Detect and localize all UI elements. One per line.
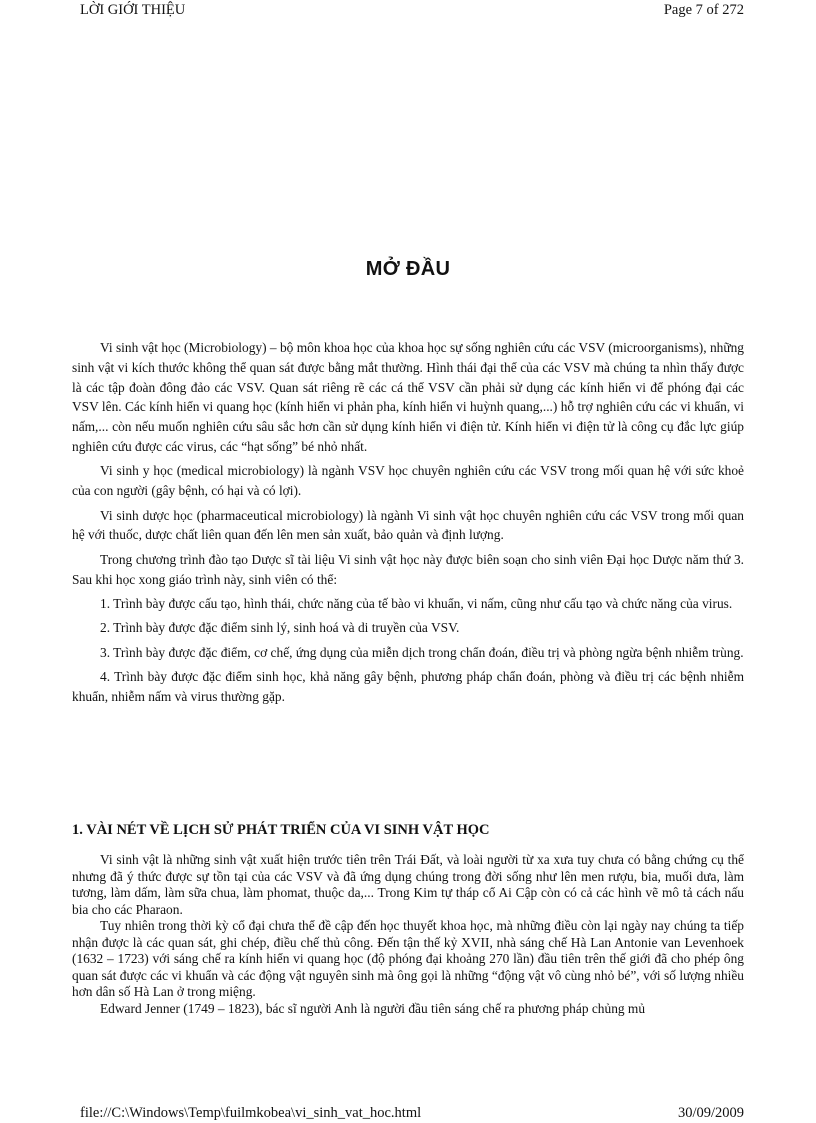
intro-section xyxy=(72,338,744,711)
page-number: Page 7 of 272 xyxy=(663,2,744,18)
intro-paragraph: Vi sinh dược học (pharmaceutical microbiology) là ngành Vi sinh vật học chuyên nghiên cứu các VSV trong mối quan hệ với thuốc, dược chất liên quan đến lên men sản xuất, bảo quản và định lượng. xyxy=(72,507,744,543)
objective-item: 4. Trình bày được đặc điểm sinh học, khả năng gây bệnh, phương pháp chẩn đoán, phòng và điều trị các bệnh nhiễm khuẩn, nhiễm nấm và virus thường gặp. xyxy=(72,669,744,704)
intro-paragraph: Vi sinh y học (medical microbiology) là ngành VSV học chuyên nghiên cứu các VSV trong mối quan hệ với sức khoẻ của con người (gây bệnh, có hại và có lợi). xyxy=(72,463,744,499)
objective-item: 1. Trình bày được cấu tạo, hình thái, chức năng của tế bào vi khuẩn, vi nấm, cũng như cấu tạo và chức năng của virus. xyxy=(100,595,733,611)
chapter-title: MỞ ĐẦU xyxy=(365,258,451,280)
running-header-title: LỜI GIỚI THIỆU xyxy=(80,2,186,18)
history-section xyxy=(72,852,744,1017)
history-paragraph: Edward Jenner (1749 – 1823), bác sĩ người Anh là người đầu tiên sáng chế ra phương pháp chủng mủ xyxy=(100,1000,646,1016)
section-heading: 1. VÀI NÉT VỀ LỊCH SỬ PHÁT TRIỂN CỦA VI SINH VẬT HỌC xyxy=(72,822,490,838)
objective-item: 2. Trình bày được đặc điểm sinh lý, sinh hoá và di truyền của VSV. xyxy=(100,620,460,636)
print-date: 30/09/2009 xyxy=(677,1105,744,1121)
history-paragraph: Vi sinh vật là những sinh vật xuất hiện trước tiên trên Trái Đất, và loài người từ xa xưa tuy chưa có bằng chứng cụ thể nhưng đã ý thức được sự tồn tại của các VSV và đã ứng dụng chúng trong đời sống như lên men rượu, bia, muối dưa, làm tương, làm dấm, làm sữa chua, làm phomat, thuộc da,... Trong Kim tự tháp cổ Ai Cập còn có cả các hình vẽ mô tả cách nấu bia cho các Pharaon. xyxy=(72,852,744,917)
intro-paragraph: Trong chương trình đào tạo Dược sĩ tài liệu Vi sinh vật học này được biên soạn cho sinh viên Đại học Dược năm thứ 3. Sau khi học xong giáo trình này, sinh viên có thể: xyxy=(72,551,744,587)
file-path: file://C:\Windows\Temp\fuilmkobea\vi_sinh_vat_hoc.html xyxy=(80,1105,422,1121)
intro-paragraph: Vi sinh vật học (Microbiology) – bộ môn khoa học của khoa học sự sống nghiên cứu các VSV (microorganisms), những sinh vật vi kích thước không thể quan sát được bằng mắt thường. Hình thái đại thể của các VSV mà chúng ta nhìn thấy được là các tập đoàn đông đảo các VSV. Quan sát riêng rẽ các cá thể VSV cần phải sử dụng các kính hiển vi để phóng đại các VSV lên. Các kính hiển vi quang học (kính hiển vi phản pha, kính hiển vi huỳnh quang,...) hỗ trợ nghiên cứu các vi khuẩn, vi nấm,... còn nếu muốn nghiên cứu sâu sắc hơn cần sử dụng kính hiển vi điện tử. Kính hiển vi điện tử là công cụ đắc lực giúp nghiên cứu được các virus, các “hạt sống” bé nhỏ nhất. xyxy=(72,340,744,454)
history-paragraph: Tuy nhiên trong thời kỳ cổ đại chưa thể đề cập đến học thuyết khoa học, mà những điều còn lại ngày nay chúng ta tiếp nhận được là các quan sát, ghi chép, điều chế thủ công. Đến tận thế kỷ XVII, nhà sáng chế Hà Lan Antonie van Levenhoek (1632 – 1723) với sáng chế ra kính hiển vi quang học (độ phóng đại khoảng 270 lần) đầu tiên trên thế giới đã cho phép ông quan sát được các vi khuẩn và các động vật nguyên sinh mà ông gọi là những “động vật vô cùng nhỏ bé”, với số lượng nhiều hơn dân số Hà Lan ở trong miệng. xyxy=(72,918,744,999)
objective-item: 3. Trình bày được đặc điểm, cơ chế, ứng dụng của miễn dịch trong chẩn đoán, điều trị và phòng ngừa bệnh nhiễm trùng. xyxy=(100,644,744,660)
